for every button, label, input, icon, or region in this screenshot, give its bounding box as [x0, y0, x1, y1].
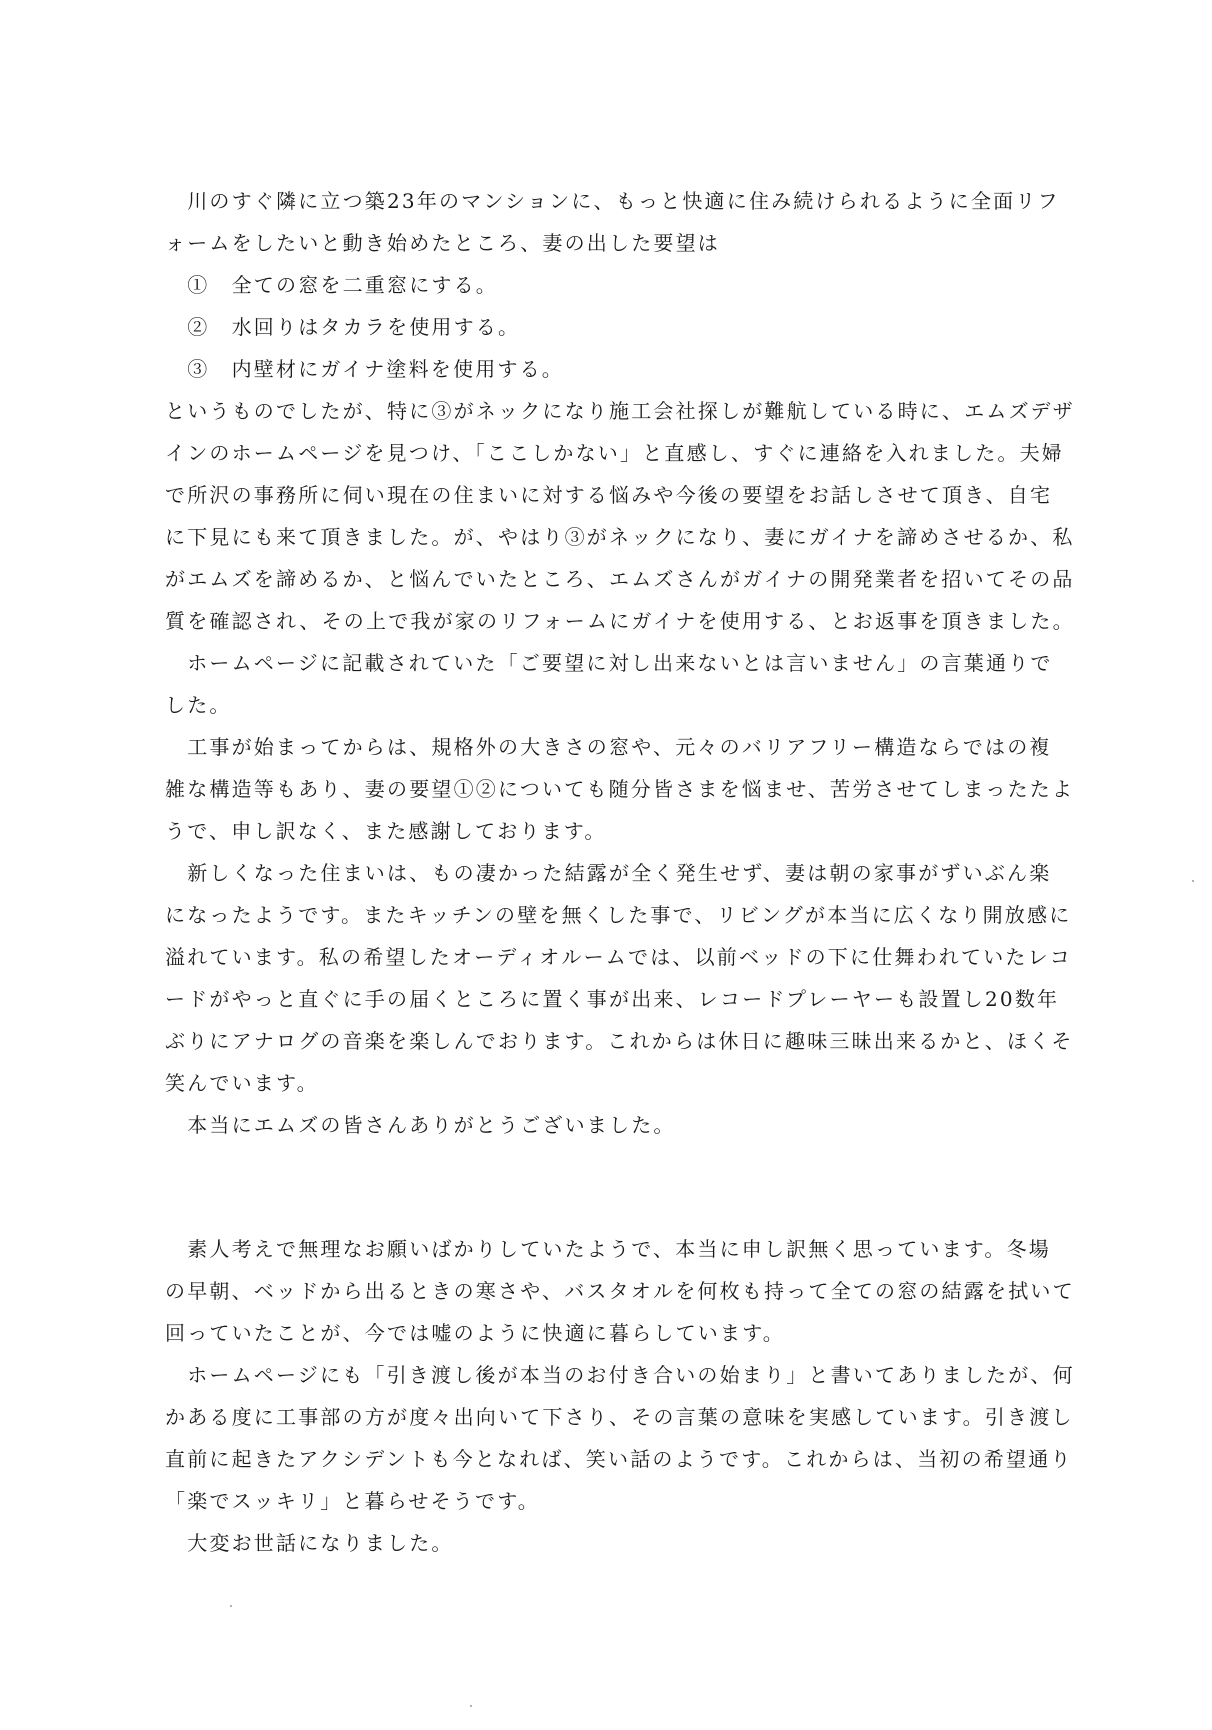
text-line: というものでしたが、特に③がネックになり施工会社探しが難航している時に、エムズデザ	[165, 399, 1075, 423]
closing-line: 大変お世話になりました。	[165, 1531, 454, 1555]
text-line: で所沢の事務所に伺い現在の住まいに対する悩みや今後の要望をお話しさせて頂き、自宅	[165, 483, 1053, 507]
text-line: うで、申し訳なく、また感謝しております。	[165, 819, 607, 843]
text-line: 素人考えで無理なお願いばかりしていたようで、本当に申し訳無く思っています。冬場	[165, 1237, 1051, 1261]
list-item-gaina-paint: ③ 内壁材にガイナ塗料を使用する。	[165, 357, 564, 381]
scan-speck	[470, 1705, 472, 1707]
list-item-takara-plumbing: ② 水回りはタカラを使用する。	[165, 315, 521, 339]
text-line: 回っていたことが、今では嘘のように快適に暮らしています。	[165, 1321, 785, 1345]
text-line: ホームページに記載されていた「ご要望に対し出来ないとは言いません」の言葉通りで	[165, 651, 1053, 675]
list-item-double-windows: ① 全ての窓を二重窓にする。	[165, 273, 498, 297]
text-line: 新しくなった住まいは、もの凄かった結露が全く発生せず、妻は朝の家事がずいぶん楽	[165, 861, 1052, 885]
text-line: かある度に工事部の方が度々出向いて下さり、その言葉の意味を実感しています。引き渡し	[165, 1405, 1074, 1429]
text-line: ォームをしたいと動き始めたところ、妻の出した要望は	[165, 231, 720, 255]
closing-thanks: 本当にエムズの皆さんありがとうございました。	[165, 1113, 676, 1137]
text-line: ードがやっと直ぐに手の届くところに置く事が出来、レコードプレーヤーも設置し20数年	[165, 987, 1060, 1011]
text-line: 「楽でスッキリ」と暮らせそうです。	[165, 1489, 540, 1513]
text-line: 笑んでいます。	[165, 1071, 319, 1095]
text-line: ぶりにアナログの音楽を楽しんでおります。これからは休日に趣味三昧出来るかと、ほくそ	[165, 1029, 1074, 1053]
text-line: 川のすぐ隣に立つ築23年のマンションに、もっと快適に住み続けられるように全面リフ	[165, 189, 1060, 213]
text-line: 直前に起きたアクシデントも今となれば、笑い話のようです。これからは、当初の希望通り	[165, 1447, 1073, 1471]
text-line: 工事が始まってからは、規格外の大きさの窓や、元々のバリアフリー構造ならではの複	[165, 735, 1052, 759]
text-line: ホームページにも「引き渡し後が本当のお付き合いの始まり」と書いてありましたが、何	[165, 1363, 1075, 1387]
text-line: になったようです。またキッチンの壁を無くした事で、リビングが本当に広くなり開放感に	[165, 903, 1072, 927]
text-line: の早朝、ベッドから出るときの寒さや、バスタオルを何枚も持って全ての窓の結露を拭いて	[165, 1279, 1075, 1303]
text-line: に下見にも来て頂きました。が、やはり③がネックになり、妻にガイナを諦めさせるか、私	[165, 525, 1075, 549]
scan-speck	[230, 1605, 232, 1607]
text-line: した。	[165, 693, 232, 717]
text-line: がエムズを諦めるか、と悩んでいたところ、エムズさんがガイナの開発業者を招いてその品	[165, 567, 1075, 591]
text-line: 質を確認され、その上で我が家のリフォームにガイナを使用する、とお返事を頂きました。	[165, 609, 1075, 633]
text-line: インのホームページを見つけ、「ここしかない」と直感し、すぐに連絡を入れました。夫婦	[165, 441, 1064, 465]
scan-speck	[1192, 880, 1194, 882]
text-line: 雑な構造等もあり、妻の要望①②についても随分皆さまを悩ませ、苦労させてしまったたよ	[165, 777, 1075, 801]
text-line: 溢れています。私の希望したオーディオルームでは、以前ベッドの下に仕舞われていたレコ	[165, 945, 1072, 969]
